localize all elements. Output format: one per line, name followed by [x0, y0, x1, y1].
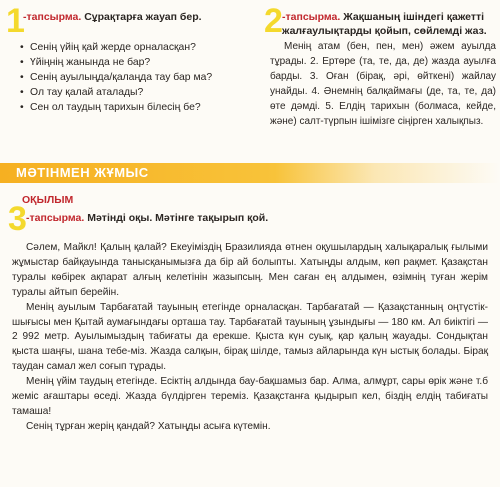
section-title: ОҚЫЛЫМ: [22, 194, 74, 206]
task2-body: Менің атам (бен, пен, мен) әжем ауылда тұрады. 2. Ертөре (та, те, да, де) жазда ауылға барды. 3. Оған (бірақ, әрі, өйткені) жайлау унайды. 4. Әнемнің балқаймағы (де, та, те, да) өте дәмді. 5. Елдің тарихын (болмаса, кейде, және) салт-түрпын ішімізге сіңірген халықпыз.: [270, 41, 496, 128]
reading-paragraph: Менің үйім таудың етегінде. Есіктің алдында бау-бақшамыз бар. Алма, алмұрт, сары өрік және т.б жеміс ағаштары өседі. Жазда бүлдірген тереміз. Қазақстанға қыдырып кел, біздің елдің табиғаты тамаша!: [12, 376, 488, 417]
task1-title: Сұрақтарға жауап бер.: [84, 11, 202, 23]
task2-heading: [282, 10, 496, 38]
task3-heading: [26, 211, 268, 225]
list-item: • Ол тау қалай аталады?: [20, 85, 212, 100]
task2-title-line1: Жақшаның ішіндегі қажетті: [343, 11, 485, 23]
task2-title-line2: жалғаулықтарды қойып, сөйлемді жаз.: [282, 25, 487, 37]
list-item: • Сенің үйің қай жерде орналасқан?: [20, 40, 212, 55]
task3-title: Мәтінді оқы. Мәтінге тақырып қой.: [87, 212, 269, 224]
task2-number: 2: [264, 2, 283, 40]
list-item: • Сенің ауылыңда/қалаңда тау бар ма?: [20, 70, 212, 85]
task3-number: 3: [8, 200, 27, 238]
list-item: • Үйіңнің жанында не бар?: [20, 55, 212, 70]
task2-text: [270, 39, 496, 130]
task1-number: 1: [6, 2, 25, 40]
section-banner: [0, 163, 500, 183]
reading-paragraph: Сәлем, Майкл! Қалың қалай? Екеуіміздің Бразилияда өтнен оқушылардың халықаралық ғылыми жұмыстар байқауында танысқанымызға да бір ай болыпты. Хатыңды алдым, көп рақмет. Қазақстан туралы көбірек ақпарат алғың келетінін жазыпсың. Мен саған ең алдымен, өзімнің туған жерім туралы айтып берейін.: [12, 242, 488, 298]
reading-paragraph: Менің ауылым Тарбағатай тауының етегінде орналасқан. Тарбағатай — Қазақстанның оңтүстік-шығысы мен Қытай аумағындағы орташа тау. Тарбағатай тауының ұзындығы — 180 км. Ал биіктігі — 2 992 метр. Ауылымыздың табиғаты да ерекше. Қыста күн суық, қар қалың жауады. Сондықтан қыста шаңғы, шана тебе-міз. Жазда салқын, бірақ шілде, тамыз айларында күн ыстық болады. Бірақ таудан самал жел соғып тұрады.: [12, 301, 488, 373]
list-item: • Сен ол таудың тарихын білесің бе?: [20, 100, 212, 115]
banner-title: МӘТІНМЕН ЖҰМЫС: [16, 165, 149, 180]
task3-label: -тапсырма.: [26, 212, 85, 224]
task1-heading: [23, 10, 202, 24]
task1-label: -тапсырма.: [23, 11, 82, 23]
task1-question-list: [20, 40, 212, 115]
reading-paragraph: Сенің тұрған жерің қандай? Хатыңды асыға күтемін.: [26, 420, 271, 432]
task2-label: -тапсырма.: [282, 11, 341, 23]
reading-text: [12, 241, 488, 435]
